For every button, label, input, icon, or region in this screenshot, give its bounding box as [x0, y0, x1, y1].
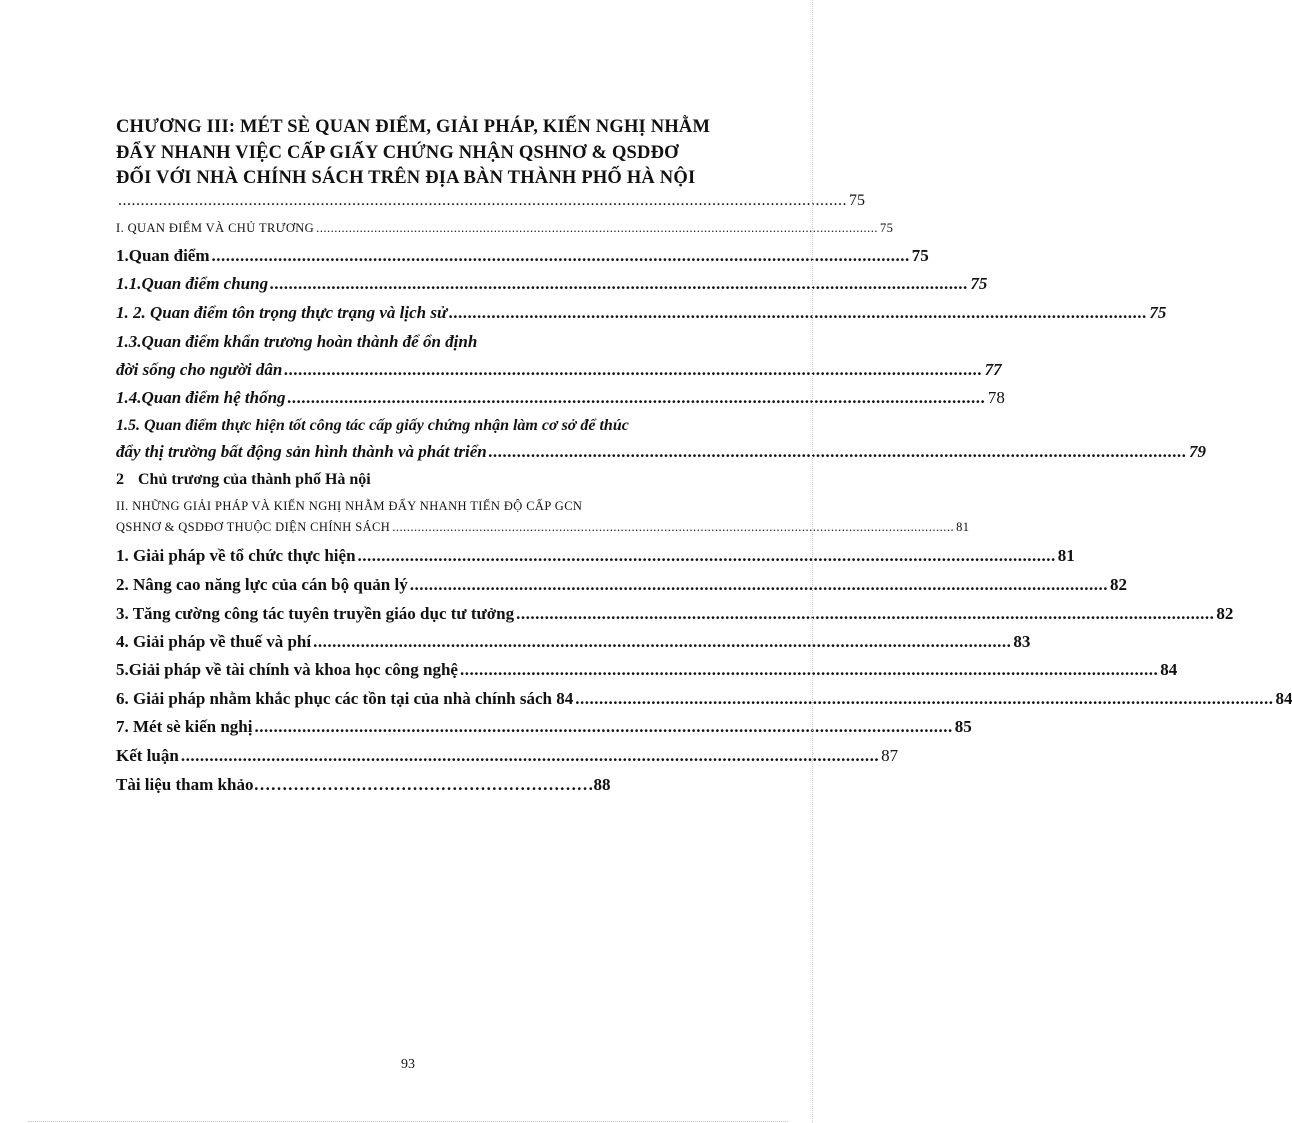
page-right-divider	[812, 0, 813, 1123]
toc-page-number: 75	[970, 274, 988, 293]
toc-entry-1-3-line-2[interactable]	[116, 360, 1002, 380]
toc-entry-section-ii-line-1[interactable]: II. NHỮNG GIẢI PHÁP VÀ KIẾN NGHỊ NHẰM ĐẨY NHANH TIẾN ĐỘ CẤP GCN	[116, 499, 583, 513]
toc-entry-1-5-line-1[interactable]: 1.5. Quan điểm thực hiện tốt công tác cấp giấy chứng nhận làm cơ sở để thúc	[116, 417, 629, 434]
toc-entry-1-3-line-1[interactable]: 1.3.Quan điểm khẩn trương hoàn thành để ổn định	[116, 332, 478, 351]
toc-entry-conclusion[interactable]	[116, 746, 899, 766]
toc-entry-title: Chủ trương của thành phố Hà nội	[138, 471, 371, 488]
toc-entry-title: 6. Giải pháp nhằm khắc phục các tồn tại của nhà chính sách 84	[116, 689, 574, 708]
leader-dots: ...................................................................................................................................................	[180, 746, 880, 765]
leader-dots: ...................................................................................................................................................	[313, 632, 1012, 651]
chapter-title-line-1: CHƯƠNG III: MÉT SÈ QUAN ĐIỂM, GIẢI PHÁP, KIẾN NGHỊ NHẰM	[116, 117, 711, 137]
toc-page-number: 77	[984, 360, 1002, 379]
toc-entry-1-1[interactable]	[116, 274, 988, 294]
toc-entry-title: Kết luận	[116, 746, 179, 765]
toc-entry-ii-1[interactable]	[116, 546, 1075, 566]
leader-dots: ...................................................................................................................................................	[488, 442, 1188, 461]
leader-dots: ...................................................................................................................................................	[270, 274, 969, 293]
toc-page-number: 75	[911, 246, 929, 265]
toc-entry-references[interactable]	[116, 775, 722, 795]
chapter-title-line-3: ĐỐI VỚI NHÀ CHÍNH SÁCH TRÊN ĐỊA BÀN THÀNH PHỐ HÀ NỘI	[116, 168, 696, 188]
toc-entry-title: 4. Giải pháp về thuế và phí	[116, 632, 312, 651]
leader-dots: ...................................................................................................................................................	[449, 303, 1148, 322]
chapter-title-line-2: ĐẨY NHANH VIỆC CẤP GIẤY CHỨNG NHẬN QSHNƠ & QSDĐƠ	[116, 143, 679, 163]
toc-entry-chapter[interactable]	[116, 192, 865, 210]
toc-entry-title: 1. Giải pháp về tổ chức thực hiện	[116, 546, 356, 565]
leader-dots: ...........................................................................................................................................................	[316, 221, 878, 235]
toc-page-number: 81	[1057, 546, 1075, 565]
toc-entry-1[interactable]	[116, 246, 929, 266]
leader-dots: ...................................................................................................................................................	[287, 388, 986, 407]
leader-dots: ...................................................................................................................................................	[409, 575, 1108, 594]
toc-page-number: 78	[987, 388, 1005, 407]
toc-page-number: 75	[1149, 303, 1167, 322]
toc-entry-title: đẩy thị trường bất động sản hình thành và phát triển	[116, 442, 487, 461]
leader-dots: ...................................................................................................................................................	[211, 246, 910, 265]
toc-entry-ii-7[interactable]	[116, 717, 972, 737]
toc-entry-1-5-line-2[interactable]	[116, 442, 1207, 462]
toc-entry-title: 1.1.Quan điểm chung	[116, 274, 269, 293]
toc-entry-title: 1. 2. Quan điểm tôn trọng thực trạng và lịch sử	[116, 303, 448, 322]
toc-entry-2[interactable]	[116, 471, 722, 489]
leader-dots: ...................................................................................................................................................	[254, 717, 953, 736]
toc-page-number: 75	[879, 221, 894, 235]
toc-entry-title: 1.4.Quan điểm hệ thống	[116, 388, 286, 407]
toc-page-number: 87	[881, 746, 899, 765]
toc-page-number: 82	[1109, 575, 1127, 594]
toc-entry-section-ii-line-2[interactable]	[116, 520, 970, 535]
toc-entry-1-4[interactable]	[116, 388, 1005, 408]
toc-page-number: 79	[1189, 442, 1207, 461]
toc-entry-title: 7. Mét sè kiến nghị	[116, 717, 253, 736]
toc-page-number: 82	[1216, 604, 1234, 623]
toc-entry-title: QSHNƠ & QSDĐƠ THUỘC DIỆN CHÍNH SÁCH	[116, 520, 391, 534]
toc-entry-title: 3. Tăng cường công tác tuyên truyền giáo dục tư tưởng	[116, 604, 515, 623]
leader-dots: ...................................................................................................................................................	[575, 689, 1274, 708]
toc-entry-1-2[interactable]	[116, 303, 1167, 323]
leader-dots: ...........................................................................................................................................................	[392, 520, 955, 534]
toc-page-number: 75	[849, 192, 865, 209]
toc-entry-ii-5[interactable]	[116, 660, 1178, 680]
page-bottom-divider	[28, 1121, 788, 1122]
toc-entry-title: I. QUAN ĐIỂM VÀ CHỦ TRƯƠNG	[116, 221, 315, 235]
toc-page-number: 84	[1160, 660, 1178, 679]
toc-page-number: 84	[1275, 689, 1292, 708]
leader-dots: ...................................................................................................................................................	[357, 546, 1056, 565]
toc-entry-ii-4[interactable]	[116, 632, 1031, 652]
leader-dots: ...................................................................................................................................................	[459, 660, 1159, 679]
toc-entry-section-i[interactable]	[116, 221, 894, 236]
toc-page-number: 83	[1013, 632, 1031, 651]
leader-dots: ...................................................................................................................................................	[284, 360, 983, 379]
toc-page-number: 88	[593, 775, 611, 794]
toc-page-number: 85	[954, 717, 972, 736]
toc-entry-title: 2. Nâng cao năng lực của cán bộ quản lý	[116, 575, 408, 594]
toc-page-number: 81	[956, 520, 970, 534]
toc-entry-title: 5.Giải pháp về tài chính và khoa học công nghệ	[116, 660, 458, 679]
page-number: 93	[401, 1057, 415, 1072]
toc-entry-number: 2	[116, 471, 124, 488]
leader-dots: ...................................................................................................................................................	[516, 604, 1215, 623]
toc-entry-ii-6[interactable]	[116, 689, 1292, 709]
toc-entry-title: Tài liệu tham khảo……………………………………………………	[116, 775, 594, 794]
toc-entry-title: đời sống cho người dân	[116, 360, 283, 379]
toc-entry-ii-3[interactable]	[116, 604, 1234, 624]
toc-entry-ii-2[interactable]	[116, 575, 1127, 595]
toc-entry-title: 1.Quan điểm	[116, 246, 210, 265]
leader-dots: ..................................................................................................................................................................	[118, 192, 847, 209]
